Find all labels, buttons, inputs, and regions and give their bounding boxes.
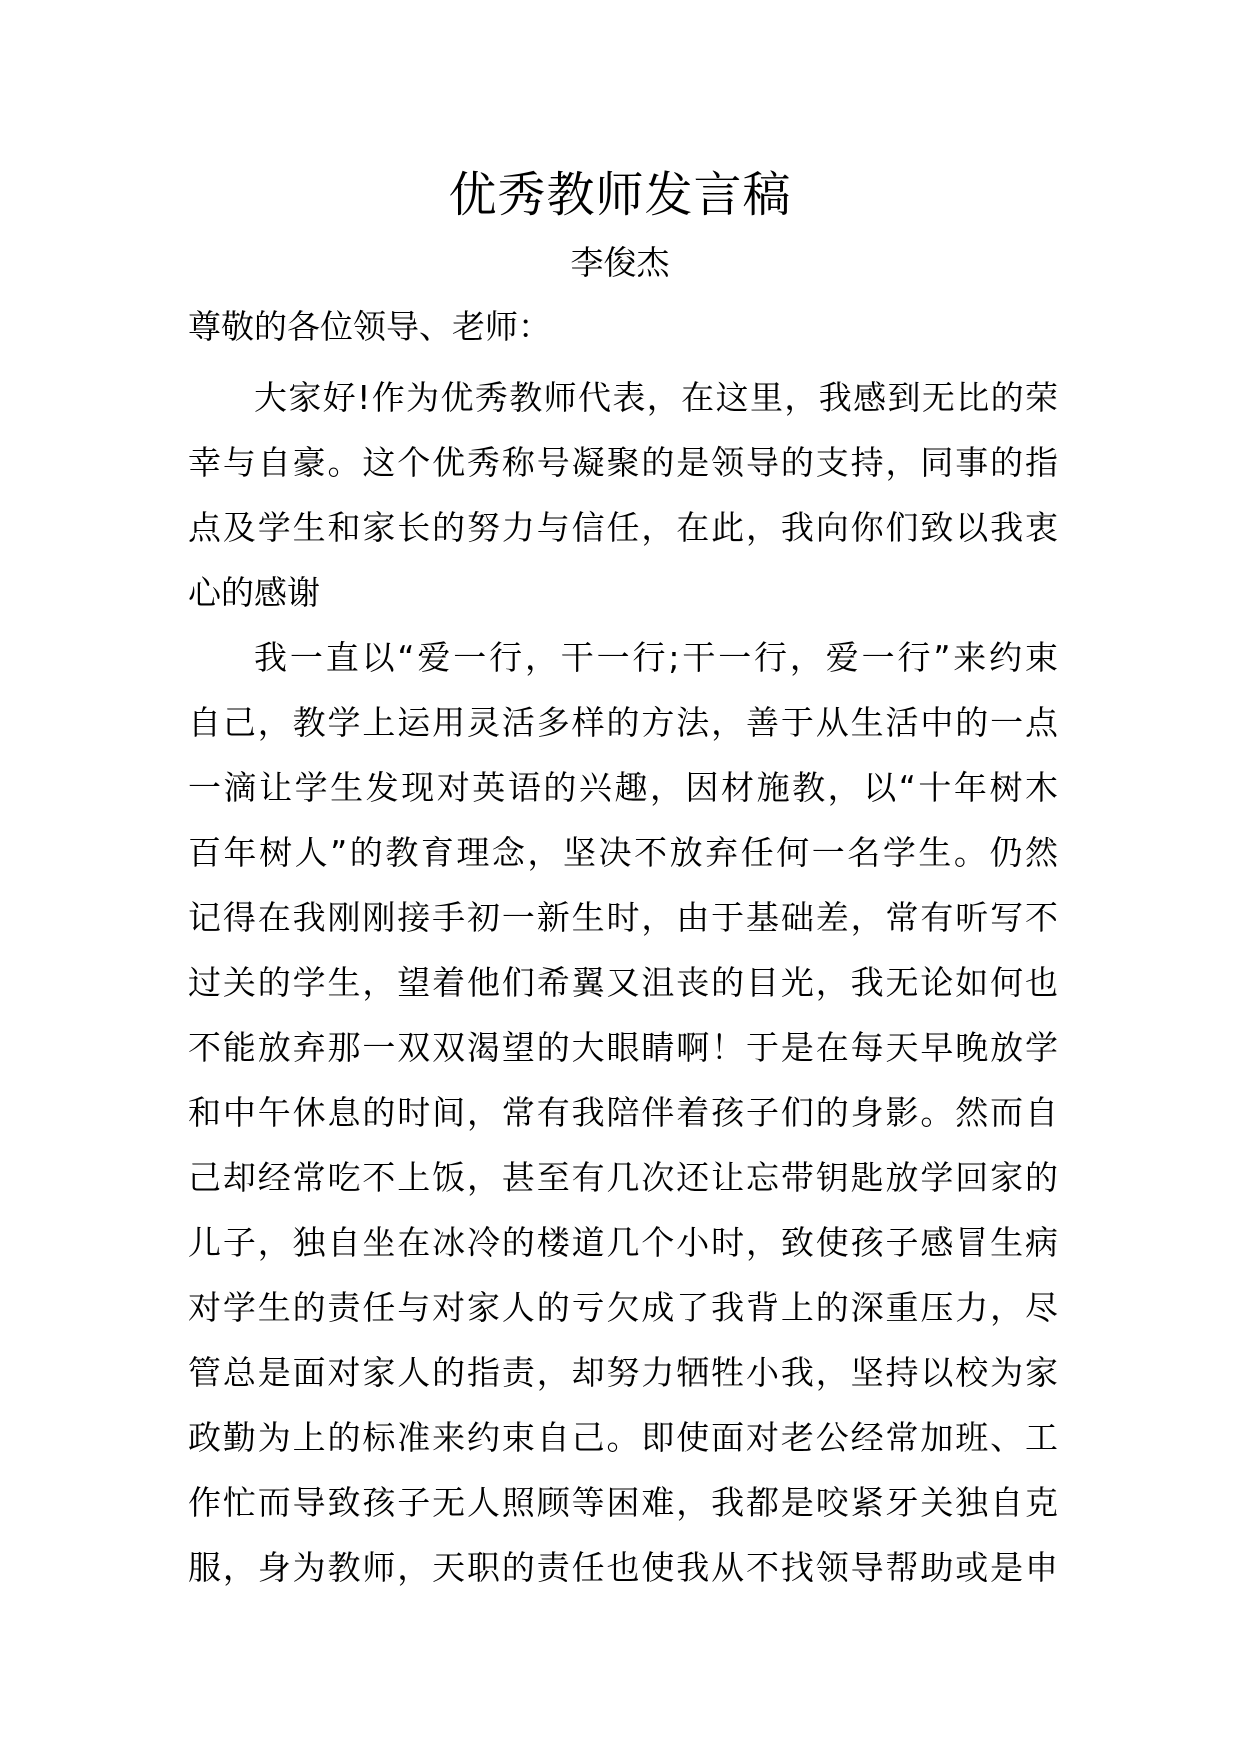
- text-line: 一滴让学生发现对英语的兴趣，因材施教，以“十年树木: [188, 768, 1058, 807]
- text-line: 不能放弃那一双双渴望的大眼睛啊！于是在每天早晚放学: [188, 1028, 1058, 1067]
- text-line: 自己，教学上运用灵活多样的方法，善于从生活中的一点: [188, 703, 1058, 742]
- text-line: 己却经常吃不上饭，甚至有几次还让忘带钥匙放学回家的: [188, 1158, 1058, 1197]
- text-line: 幸与自豪。这个优秀称号凝聚的是领导的支持，同事的指: [188, 443, 1058, 482]
- text-line: 服，身为教师，天职的责任也使我从不找领导帮助或是申: [188, 1548, 1058, 1587]
- author-name: 李俊杰: [570, 243, 670, 282]
- text-line: 和中午休息的时间，常有我陪伴着孩子们的身影。然而自: [188, 1093, 1058, 1132]
- body-text: [188, 368, 1058, 1603]
- text-line: 点及学生和家长的努力与信任，在此，我向你们致以我衷: [188, 508, 1058, 547]
- text-line: 政勤为上的标准来约束自己。即使面对老公经常加班、工: [188, 1418, 1058, 1457]
- text-line: 对学生的责任与对家人的亏欠成了我背上的深重压力，尽: [188, 1288, 1058, 1327]
- text-line: 作忙而导致孩子无人照顾等困难，我都是咬紧牙关独自克: [188, 1483, 1058, 1522]
- text-line: 儿子，独自坐在冰冷的楼道几个小时，致使孩子感冒生病: [188, 1223, 1058, 1262]
- salutation: 尊敬的各位领导、老师：: [188, 307, 551, 346]
- text-line: 我一直以“爱一行，干一行;干一行，爱一行”来约束: [254, 638, 1058, 677]
- document-title: 优秀教师发言稿: [448, 167, 792, 223]
- text-line: 心的感谢: [188, 573, 320, 612]
- text-line: 大家好!作为优秀教师代表，在这里，我感到无比的荣: [254, 378, 1058, 417]
- text-line: 管总是面对家人的指责，却努力牺牲小我，坚持以校为家: [188, 1353, 1058, 1392]
- text-line: 过关的学生，望着他们希翼又沮丧的目光，我无论如何也: [188, 963, 1058, 1002]
- text-line: 百年树人”的教育理念，坚决不放弃任何一名学生。仍然: [188, 833, 1058, 872]
- text-line: 记得在我刚刚接手初一新生时，由于基础差，常有听写不: [188, 898, 1058, 937]
